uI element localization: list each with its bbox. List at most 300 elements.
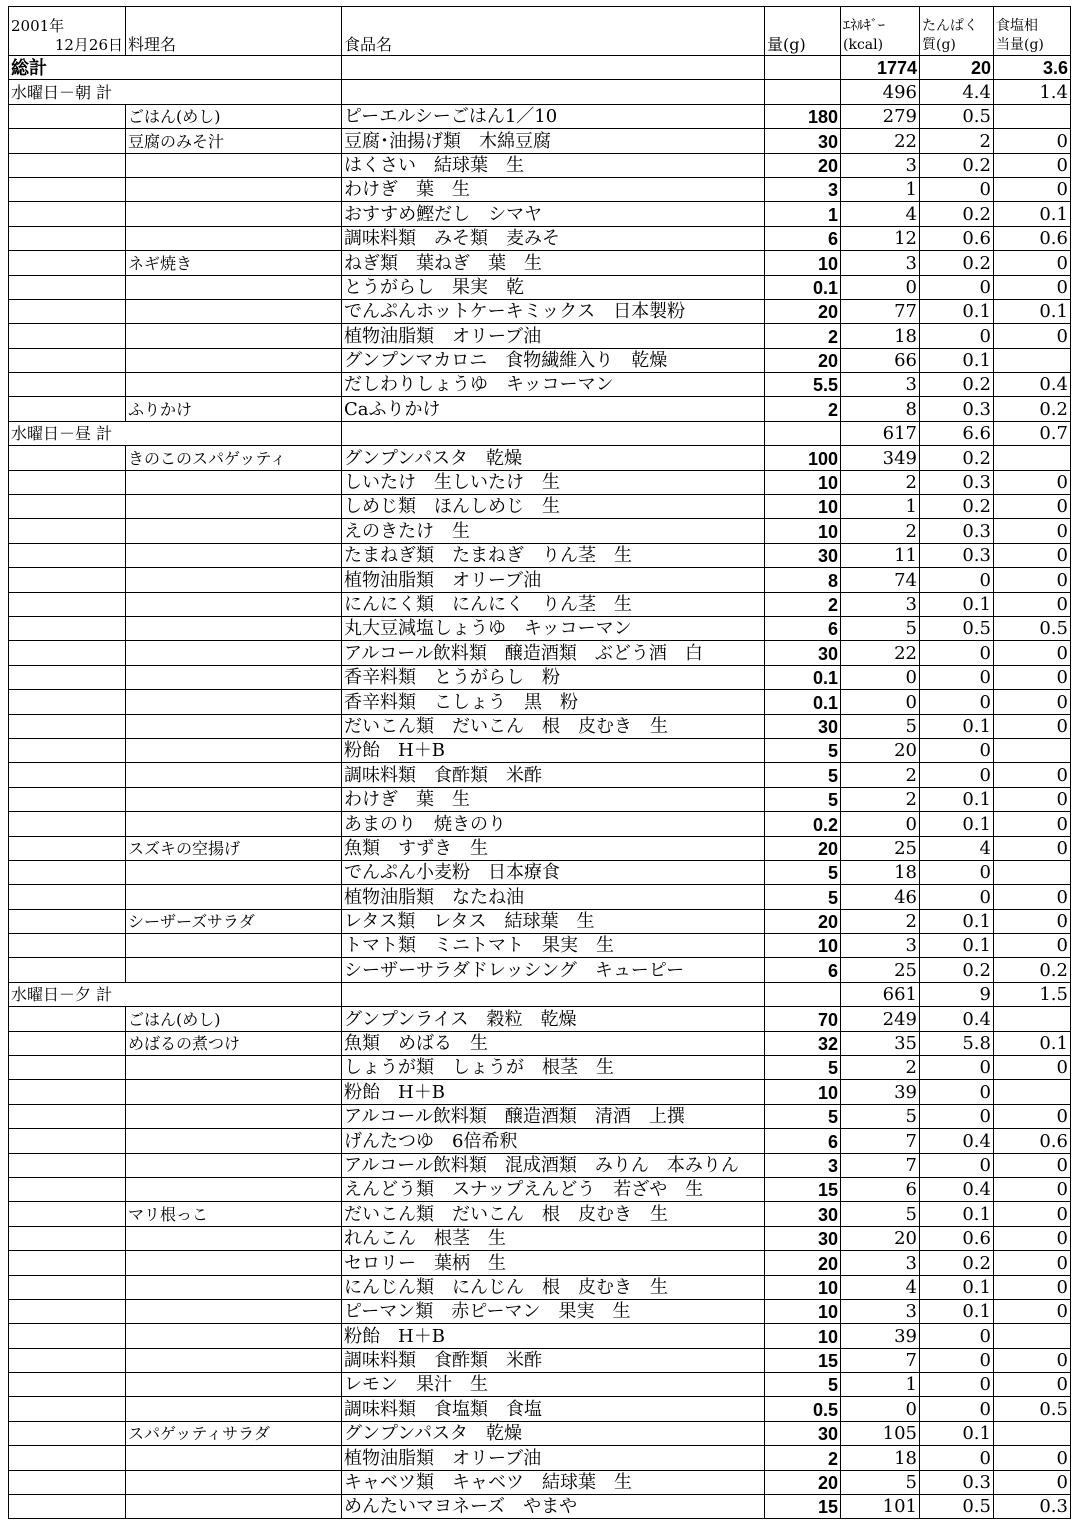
energy-value: 2 (841, 763, 920, 787)
food-name: にんじん類 にんじん 根 皮むき 生 (342, 1275, 765, 1299)
amount-value: 0.1 (765, 665, 841, 689)
table-row (9, 397, 1071, 421)
protein-value: 0.1 (920, 714, 994, 738)
meal-energy: 617 (841, 421, 920, 445)
table-row (9, 641, 1071, 665)
energy-value: 25 (841, 958, 920, 982)
dish-name (126, 812, 342, 836)
protein-value: 0 (920, 1080, 994, 1104)
amount-value: 15 (765, 1495, 841, 1519)
date-header (9, 7, 126, 56)
protein-value: 0 (920, 1324, 994, 1348)
protein-value: 0.1 (920, 812, 994, 836)
protein-value: 0 (920, 1056, 994, 1080)
food-name: おすすめ鰹だし シマヤ (342, 202, 765, 226)
meal-food-cell (342, 80, 765, 104)
salt-value: 0.5 (994, 1397, 1071, 1421)
meal-cell (9, 1226, 126, 1250)
dish-name (126, 226, 342, 250)
amount-value: 10 (765, 1299, 841, 1323)
energy-value: 349 (841, 446, 920, 470)
energy-value: 1 (841, 495, 920, 519)
meal-cell (9, 251, 126, 275)
amount-value: 20 (765, 1251, 841, 1275)
grand-total-protein: 20 (920, 56, 994, 80)
protein-header-line2: 質(g) (922, 37, 956, 53)
protein-value: 0.6 (920, 1226, 994, 1250)
table-row (9, 275, 1071, 299)
protein-value: 0 (920, 1397, 994, 1421)
dish-name (126, 763, 342, 787)
food-name: あまのり 焼きのり (342, 812, 765, 836)
protein-value: 0.1 (920, 592, 994, 616)
salt-value: 0 (994, 129, 1071, 153)
food-name: Caふりかけ (342, 397, 765, 421)
meal-cell (9, 446, 126, 470)
protein-value: 0 (920, 1348, 994, 1372)
food-name: アルコール飲料類 醸造酒類 清酒 上撰 (342, 1104, 765, 1128)
meal-cell (9, 1421, 126, 1445)
table-row (9, 1446, 1071, 1470)
food-header: 食品名 (342, 7, 765, 56)
table-row (9, 1348, 1071, 1372)
meal-cell (9, 1104, 126, 1128)
food-name: レタス類 レタス 結球葉 生 (342, 909, 765, 933)
protein-value: 4 (920, 836, 994, 860)
meal-cell (9, 616, 126, 640)
meal-cell (9, 324, 126, 348)
amount-value: 32 (765, 1031, 841, 1055)
meal-cell (9, 1348, 126, 1372)
protein-value: 0.1 (920, 348, 994, 372)
meal-food-cell (342, 421, 765, 445)
food-name: しめじ類 ほんしめじ 生 (342, 495, 765, 519)
header-row (9, 7, 1071, 56)
dish-name (126, 616, 342, 640)
amount-value: 6 (765, 616, 841, 640)
table-row (9, 1421, 1071, 1445)
food-name: わけぎ 葉 生 (342, 177, 765, 201)
table-row (9, 1275, 1071, 1299)
salt-value: 0 (994, 592, 1071, 616)
amount-value: 5.5 (765, 373, 841, 397)
amount-value: 30 (765, 1226, 841, 1250)
meal-salt: 0.7 (994, 421, 1071, 445)
table-row (9, 1129, 1071, 1153)
table-row (9, 665, 1071, 689)
energy-value: 279 (841, 104, 920, 128)
table-row (9, 763, 1071, 787)
salt-value: 0 (994, 812, 1071, 836)
salt-value: 0 (994, 1251, 1071, 1275)
amount-value: 10 (765, 1080, 841, 1104)
food-name: ピーマン類 赤ピーマン 果実 生 (342, 1299, 765, 1323)
dish-name (126, 177, 342, 201)
table-row (9, 1031, 1071, 1055)
food-name: えのきたけ 生 (342, 519, 765, 543)
table-row (9, 787, 1071, 811)
protein-value: 0 (920, 690, 994, 714)
salt-value: 0 (994, 714, 1071, 738)
protein-value: 0 (920, 738, 994, 762)
dish-name (126, 1177, 342, 1201)
salt-value: 0 (994, 495, 1071, 519)
meal-cell (9, 568, 126, 592)
meal-cell (9, 226, 126, 250)
food-name: えんどう類 スナップえんどう 若ざや 生 (342, 1177, 765, 1201)
dish-name (126, 714, 342, 738)
dish-name (126, 1324, 342, 1348)
energy-value: 12 (841, 226, 920, 250)
energy-value: 18 (841, 324, 920, 348)
amount-value: 2 (765, 324, 841, 348)
energy-value: 1 (841, 177, 920, 201)
protein-value: 0.1 (920, 1275, 994, 1299)
meal-cell (9, 1299, 126, 1323)
salt-header (994, 7, 1071, 56)
table-row (9, 1104, 1071, 1128)
food-name: とうがらし 果実 乾 (342, 275, 765, 299)
table-row (9, 543, 1071, 567)
protein-value: 0.1 (920, 909, 994, 933)
table-row (9, 812, 1071, 836)
energy-value: 77 (841, 299, 920, 323)
amount-value: 20 (765, 1470, 841, 1494)
table-row (9, 324, 1071, 348)
table-row (9, 958, 1071, 982)
food-name: 魚類 すずき 生 (342, 836, 765, 860)
salt-value: 0 (994, 1104, 1071, 1128)
energy-value: 1 (841, 1373, 920, 1397)
salt-value (994, 446, 1071, 470)
meal-cell (9, 299, 126, 323)
meal-total-row (9, 80, 1071, 104)
food-name: 粉飴 H＋B (342, 1080, 765, 1104)
meal-energy: 661 (841, 982, 920, 1006)
dish-name (126, 495, 342, 519)
food-name: わけぎ 葉 生 (342, 787, 765, 811)
table-row (9, 616, 1071, 640)
dish-name (126, 470, 342, 494)
protein-value: 2 (920, 129, 994, 153)
energy-value: 7 (841, 1153, 920, 1177)
meal-cell (9, 470, 126, 494)
protein-value: 0.4 (920, 1177, 994, 1201)
table-row (9, 1470, 1071, 1494)
salt-value: 0 (994, 885, 1071, 909)
protein-value: 0.3 (920, 470, 994, 494)
food-name: れんこん 根茎 生 (342, 1226, 765, 1250)
protein-value: 0.2 (920, 202, 994, 226)
amount-value: 30 (765, 714, 841, 738)
amount-value: 100 (765, 446, 841, 470)
food-name: 粉飴 H＋B (342, 1324, 765, 1348)
energy-value: 2 (841, 1056, 920, 1080)
salt-value: 0 (994, 1202, 1071, 1226)
food-name: 豆腐･油揚げ類 木綿豆腐 (342, 129, 765, 153)
amount-value: 15 (765, 1177, 841, 1201)
table-row (9, 202, 1071, 226)
salt-value: 0 (994, 641, 1071, 665)
salt-value: 0.1 (994, 1031, 1071, 1055)
meal-cell (9, 202, 126, 226)
salt-value: 0 (994, 934, 1071, 958)
energy-value: 0 (841, 812, 920, 836)
salt-value: 0 (994, 690, 1071, 714)
meal-protein: 6.6 (920, 421, 994, 445)
food-name: 調味料類 食酢類 米酢 (342, 1348, 765, 1372)
meal-cell (9, 909, 126, 933)
protein-value: 0 (920, 860, 994, 884)
food-name: たまねぎ類 たまねぎ りん茎 生 (342, 543, 765, 567)
energy-value: 22 (841, 641, 920, 665)
energy-value: 18 (841, 1446, 920, 1470)
amount-value: 5 (765, 738, 841, 762)
protein-value: 0.2 (920, 373, 994, 397)
meal-total-label: 水曜日－夕 計 (9, 982, 342, 1006)
amount-value: 3 (765, 1153, 841, 1177)
amount-value: 10 (765, 495, 841, 519)
meal-cell (9, 1153, 126, 1177)
date-label: 12月26日 (54, 36, 123, 54)
salt-value: 0 (994, 324, 1071, 348)
amount-value: 5 (765, 860, 841, 884)
energy-value: 5 (841, 1470, 920, 1494)
dish-name (126, 1397, 342, 1421)
meal-cell (9, 348, 126, 372)
table-row (9, 1080, 1071, 1104)
dish-name (126, 738, 342, 762)
energy-header-line2: (kcal) (843, 37, 884, 53)
amount-value: 10 (765, 934, 841, 958)
meal-cell (9, 1275, 126, 1299)
protein-value: 0.5 (920, 104, 994, 128)
meal-protein: 4.4 (920, 80, 994, 104)
meal-cell (9, 592, 126, 616)
energy-value: 105 (841, 1421, 920, 1445)
grand-total-amount (765, 56, 841, 80)
protein-value: 0 (920, 1373, 994, 1397)
dish-name: マリ根っこ (126, 1202, 342, 1226)
meal-cell (9, 885, 126, 909)
amount-value: 70 (765, 1007, 841, 1031)
energy-value: 4 (841, 202, 920, 226)
table-row (9, 348, 1071, 372)
energy-value: 0 (841, 1397, 920, 1421)
protein-header-line1: たんぱく (922, 18, 978, 34)
food-name: めんたいマヨネーズ やまや (342, 1495, 765, 1519)
amount-value: 10 (765, 519, 841, 543)
salt-value: 0.1 (994, 202, 1071, 226)
food-name: 植物油脂類 オリーブ油 (342, 1446, 765, 1470)
food-name: しいたけ 生しいたけ 生 (342, 470, 765, 494)
food-name: ピーエルシーごはん1／10 (342, 104, 765, 128)
table-row (9, 1177, 1071, 1201)
protein-value: 0.1 (920, 1202, 994, 1226)
meal-total-label: 水曜日－昼 計 (9, 421, 342, 445)
dish-name (126, 690, 342, 714)
year-label: 2001年 (11, 17, 65, 35)
salt-value: 0 (994, 1373, 1071, 1397)
salt-value (994, 1007, 1071, 1031)
food-name: だいこん類 だいこん 根 皮むき 生 (342, 1202, 765, 1226)
food-name: 調味料類 みそ類 麦みそ (342, 226, 765, 250)
salt-value (994, 738, 1071, 762)
amount-value: 5 (765, 787, 841, 811)
protein-value: 0.2 (920, 1251, 994, 1275)
energy-value: 20 (841, 1226, 920, 1250)
dish-name (126, 519, 342, 543)
energy-value: 6 (841, 1177, 920, 1201)
protein-value: 0 (920, 275, 994, 299)
salt-value: 0 (994, 665, 1071, 689)
dish-name: スズキの空揚げ (126, 836, 342, 860)
dish-name (126, 958, 342, 982)
dish-name (126, 885, 342, 909)
salt-value: 0 (994, 1299, 1071, 1323)
energy-value: 7 (841, 1129, 920, 1153)
salt-value: 0.6 (994, 226, 1071, 250)
protein-value: 0.3 (920, 519, 994, 543)
dish-name (126, 1056, 342, 1080)
dish-name: ごはん(めし) (126, 104, 342, 128)
table-row (9, 860, 1071, 884)
table-row (9, 592, 1071, 616)
dish-name: シーザーズサラダ (126, 909, 342, 933)
energy-value: 5 (841, 1202, 920, 1226)
table-row (9, 299, 1071, 323)
salt-header-line2: 当量(g) (996, 37, 1044, 53)
table-row (9, 836, 1071, 860)
salt-value: 0 (994, 909, 1071, 933)
amount-value: 8 (765, 568, 841, 592)
meal-cell (9, 153, 126, 177)
protein-value: 0.5 (920, 616, 994, 640)
protein-value: 0.1 (920, 299, 994, 323)
dish-name: ごはん(めし) (126, 1007, 342, 1031)
protein-value: 0 (920, 641, 994, 665)
salt-value: 0 (994, 1177, 1071, 1201)
nutrition-table (8, 6, 1071, 1519)
salt-value: 0 (994, 787, 1071, 811)
salt-value: 0 (994, 568, 1071, 592)
meal-cell (9, 373, 126, 397)
energy-header (841, 7, 920, 56)
table-row (9, 470, 1071, 494)
table-row (9, 1397, 1071, 1421)
protein-value: 0.4 (920, 1129, 994, 1153)
food-name: グンプンパスタ 乾燥 (342, 1421, 765, 1445)
food-name: レモン 果汁 生 (342, 1373, 765, 1397)
protein-value: 0 (920, 324, 994, 348)
meal-total-row (9, 421, 1071, 445)
meal-cell (9, 1470, 126, 1494)
energy-value: 7 (841, 1348, 920, 1372)
dish-name: めばるの煮つけ (126, 1031, 342, 1055)
amount-value: 0.1 (765, 690, 841, 714)
table-row (9, 568, 1071, 592)
energy-value: 46 (841, 885, 920, 909)
salt-value (994, 1324, 1071, 1348)
food-name: グンプンパスタ 乾燥 (342, 446, 765, 470)
amount-value: 20 (765, 299, 841, 323)
amount-value: 30 (765, 641, 841, 665)
meal-food-cell (342, 982, 765, 1006)
energy-value: 18 (841, 860, 920, 884)
food-name: でんぷんホットケーキミックス 日本製粉 (342, 299, 765, 323)
amount-header: 量(g) (765, 7, 841, 56)
amount-value: 30 (765, 1202, 841, 1226)
food-name: だしわりしょうゆ キッコーマン (342, 373, 765, 397)
dish-name: スパゲッティサラダ (126, 1421, 342, 1445)
meal-cell (9, 1129, 126, 1153)
dish-name (126, 153, 342, 177)
dish-name: ふりかけ (126, 397, 342, 421)
energy-value: 249 (841, 1007, 920, 1031)
amount-value: 3 (765, 177, 841, 201)
meal-cell (9, 129, 126, 153)
dish-name (126, 665, 342, 689)
dish-name (126, 275, 342, 299)
meal-amount-cell (765, 982, 841, 1006)
table-row (9, 104, 1071, 128)
salt-value: 0.2 (994, 397, 1071, 421)
table-row (9, 129, 1071, 153)
meal-salt: 1.5 (994, 982, 1071, 1006)
salt-value: 0 (994, 1056, 1071, 1080)
protein-value: 0.2 (920, 153, 994, 177)
protein-value: 0.4 (920, 1007, 994, 1031)
meal-cell (9, 275, 126, 299)
table-row (9, 1324, 1071, 1348)
salt-value: 0 (994, 177, 1071, 201)
dish-name (126, 860, 342, 884)
energy-value: 3 (841, 251, 920, 275)
dish-name (126, 299, 342, 323)
table-row (9, 153, 1071, 177)
table-row (9, 714, 1071, 738)
salt-value: 0 (994, 519, 1071, 543)
dish-name: ネギ焼き (126, 251, 342, 275)
food-name: 粉飴 H＋B (342, 738, 765, 762)
amount-value: 180 (765, 104, 841, 128)
meal-cell (9, 1324, 126, 1348)
table-row (9, 1056, 1071, 1080)
protein-value: 0.2 (920, 495, 994, 519)
meal-cell (9, 812, 126, 836)
dish-header: 料理名 (126, 7, 342, 56)
protein-header (920, 7, 994, 56)
grand-total-salt: 3.6 (994, 56, 1071, 80)
dish-name (126, 1129, 342, 1153)
protein-value: 0 (920, 177, 994, 201)
salt-value: 0.4 (994, 373, 1071, 397)
meal-cell (9, 836, 126, 860)
food-name: 植物油脂類 オリーブ油 (342, 568, 765, 592)
salt-value: 0.6 (994, 1129, 1071, 1153)
protein-value: 0.2 (920, 958, 994, 982)
meal-cell (9, 860, 126, 884)
table-row (9, 519, 1071, 543)
table-row (9, 738, 1071, 762)
food-name: 香辛料類 とうがらし 粉 (342, 665, 765, 689)
protein-value: 0.3 (920, 543, 994, 567)
amount-value: 5 (765, 1056, 841, 1080)
food-name: 調味料類 食塩類 食塩 (342, 1397, 765, 1421)
dish-name (126, 373, 342, 397)
table-row (9, 226, 1071, 250)
energy-value: 74 (841, 568, 920, 592)
